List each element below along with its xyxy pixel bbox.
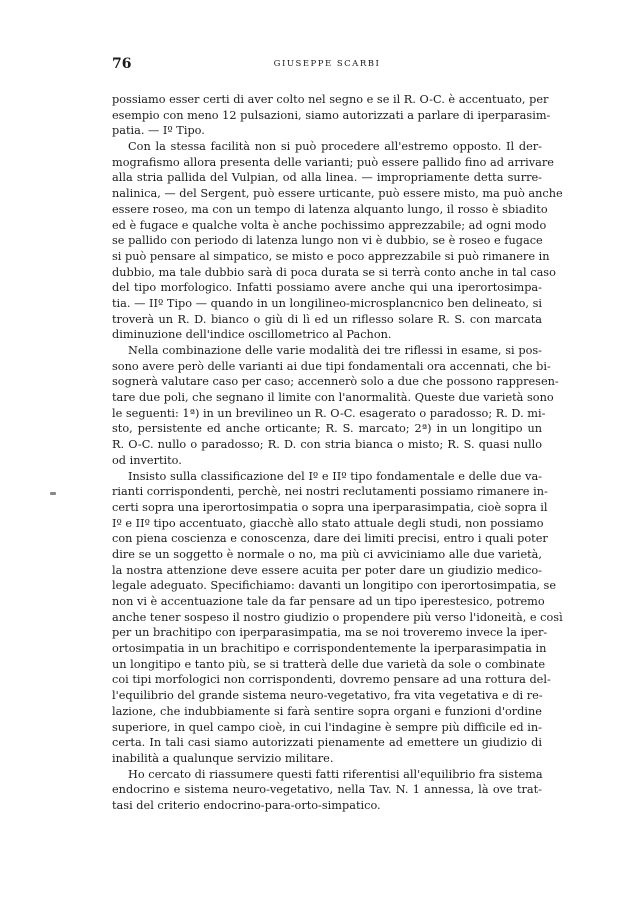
- paragraph: [112, 92, 551, 139]
- text-line: ortosimpatia in un brachitipo e corrispondentemente la iperparasimpatia in: [112, 642, 547, 656]
- text-line: R. O-C. nullo o paradosso; R. D. con stria bianca o misto; R. S. quasi nullo: [112, 438, 542, 452]
- text-line: del tipo morfologico. Infatti possiamo avere anche qui una iperortosimpa-: [112, 281, 542, 295]
- text-line: superiore, in quel campo cioè, in cui l'indagine è sempre più difficile ed in-: [112, 720, 542, 734]
- text-line: endocrino e sistema neuro-vegetativo, nella Tav. N. 1 annessa, là ove trat-: [112, 783, 542, 797]
- text-line: certi sopra una iperortosimpatia o sopra una iperparasimpatia, cioè sopra il: [112, 500, 548, 514]
- page-number: 76: [112, 56, 132, 72]
- text-line: lazione, che indubbiamente si farà sentire sopra organi e funzioni d'ordine: [112, 704, 542, 718]
- page-header: [112, 56, 542, 78]
- text-line: non vi è accentuazione tale da far pensare ad un tipo iperestesico, potremo: [112, 595, 545, 608]
- page-body: [112, 92, 563, 814]
- text-line: possiamo esser certi di aver colto nel segno e se il R. O-C. è accentuato, per: [112, 93, 549, 106]
- text-line: inabilità a qualunque servizio militare.: [112, 751, 334, 765]
- running-head: GIUSEPPE SCARBI: [273, 59, 381, 69]
- text-line: nalinica, — del Sergent, può essere urticante, può essere misto, ma può anche: [112, 187, 563, 201]
- text-line: l'equilibrio del grande sistema neuro-vegetativo, fra vita vegetativa e di re-: [112, 689, 543, 703]
- text-line: coi tipi morfologici non corrispondenti, dovremo pensare ad una rottura del-: [112, 673, 551, 687]
- text-line: patia. — Iº Tipo.: [112, 124, 205, 138]
- text-line: per un brachitipo con iperparasimpatia, ma se noi troveremo invece la iper-: [112, 626, 548, 640]
- text-line: le seguenti: 1ª) in un brevilineo un R. O-C. esagerato o paradosso; R. D. mi-: [112, 406, 546, 420]
- paragraph: [112, 343, 559, 469]
- text-line: tia. — IIº Tipo — quando in un longilineo-microsplancnico ben delineato, si: [112, 296, 542, 310]
- text-line: con piena coscienza e conoscenza, dare dei limiti precisi, entro i quali poter: [112, 532, 548, 546]
- text-line: dubbio, ma tale dubbio sarà di poca durata se si terrà conto anche in tal caso: [112, 265, 556, 279]
- text-line: Con la stessa facilità non si può procedere all'estremo opposto. Il der-: [128, 140, 542, 154]
- paragraph: [112, 139, 563, 343]
- text-line: certa. In tali casi siamo autorizzati pienamente ad emettere un giudizio di: [112, 736, 542, 750]
- text-line: Insisto sulla classificazione del Iº e IIº tipo fondamentale e delle due va-: [128, 469, 542, 483]
- text-line: od invertito.: [112, 453, 182, 467]
- text-line: un longitipo e tanto più, se si tratterà delle due varietà da sole o combinate: [112, 657, 545, 671]
- text-line: Ho cercato di riassumere questi fatti riferentisi all'equilibrio fra sistema: [128, 767, 543, 781]
- text-line: Iº e IIº tipo accentuato, giacchè allo stato attuale degli studi, non possiamo: [112, 516, 544, 530]
- text-line: anche tener sospeso il nostro giudizio o propendere più verso l'idoneità, e così: [112, 610, 563, 624]
- text-line: alla stria pallida del Vulpian, od alla linea. — impropriamente detta surre-: [112, 171, 542, 185]
- text-line: rianti corrispondenti, perchè, nei nostri reclutamenti possiamo rimanere in-: [112, 485, 548, 499]
- text-line: se pallido con periodo di latenza lungo non vi è dubbio, se è roseo e fugace: [112, 234, 543, 248]
- text-line: Nella combinazione delle varie modalità dei tre riflessi in esame, si pos-: [128, 344, 542, 357]
- text-line: sognerà valutare caso per caso; accennerò solo a due che possono rappresen-: [112, 375, 559, 389]
- text-line: sto, persistente ed anche orticante; R. S. marcato; 2ª) in un longitipo un: [112, 422, 542, 436]
- paragraph: [112, 469, 563, 767]
- text-line: tasi del criterio endocrino-para-orto-simpatico.: [112, 798, 381, 812]
- text-line: si può pensare al simpatico, se misto e poco apprezzabile si può rimanere in: [112, 249, 550, 263]
- text-line: essere roseo, ma con un tempo di latenza alquanto lungo, il rosso è sbiadito: [112, 202, 548, 216]
- text-line: diminuzione dell'indice oscillometrico al Pachon.: [112, 328, 392, 342]
- text-line: legale adeguato. Specifichiamo: davanti un longitipo con iperortosimpatia, se: [112, 579, 557, 593]
- text-line: tare due poli, che segnano il limite con l'anormalità. Queste due varietà sono: [112, 391, 554, 405]
- text-line: esempio con meno 12 pulsazioni, siamo autorizzati a parlare di iperparasim-: [112, 108, 551, 122]
- text-line: ed è fugace e qualche volta è anche pochissimo apprezzabile; ad ogni modo: [112, 218, 547, 232]
- text-line: sono avere però delle varianti ai due tipi fondamentali ora accennati, che bi-: [112, 359, 551, 373]
- text-line: mografismo allora presenta delle varianti; può essere pallido fino ad arrivare: [112, 155, 554, 169]
- text-line: la nostra attenzione deve essere acuita per poter dare un giudizio medico-: [112, 563, 542, 577]
- paragraph: [112, 767, 542, 814]
- text-line: dire se un soggetto è normale o no, ma più ci avviciniamo alle due varietà,: [112, 547, 542, 561]
- text-line: troverà un R. D. bianco o giù di lì ed un riflesso solare R. S. con marcata: [112, 312, 542, 326]
- margin-mark: [50, 492, 56, 495]
